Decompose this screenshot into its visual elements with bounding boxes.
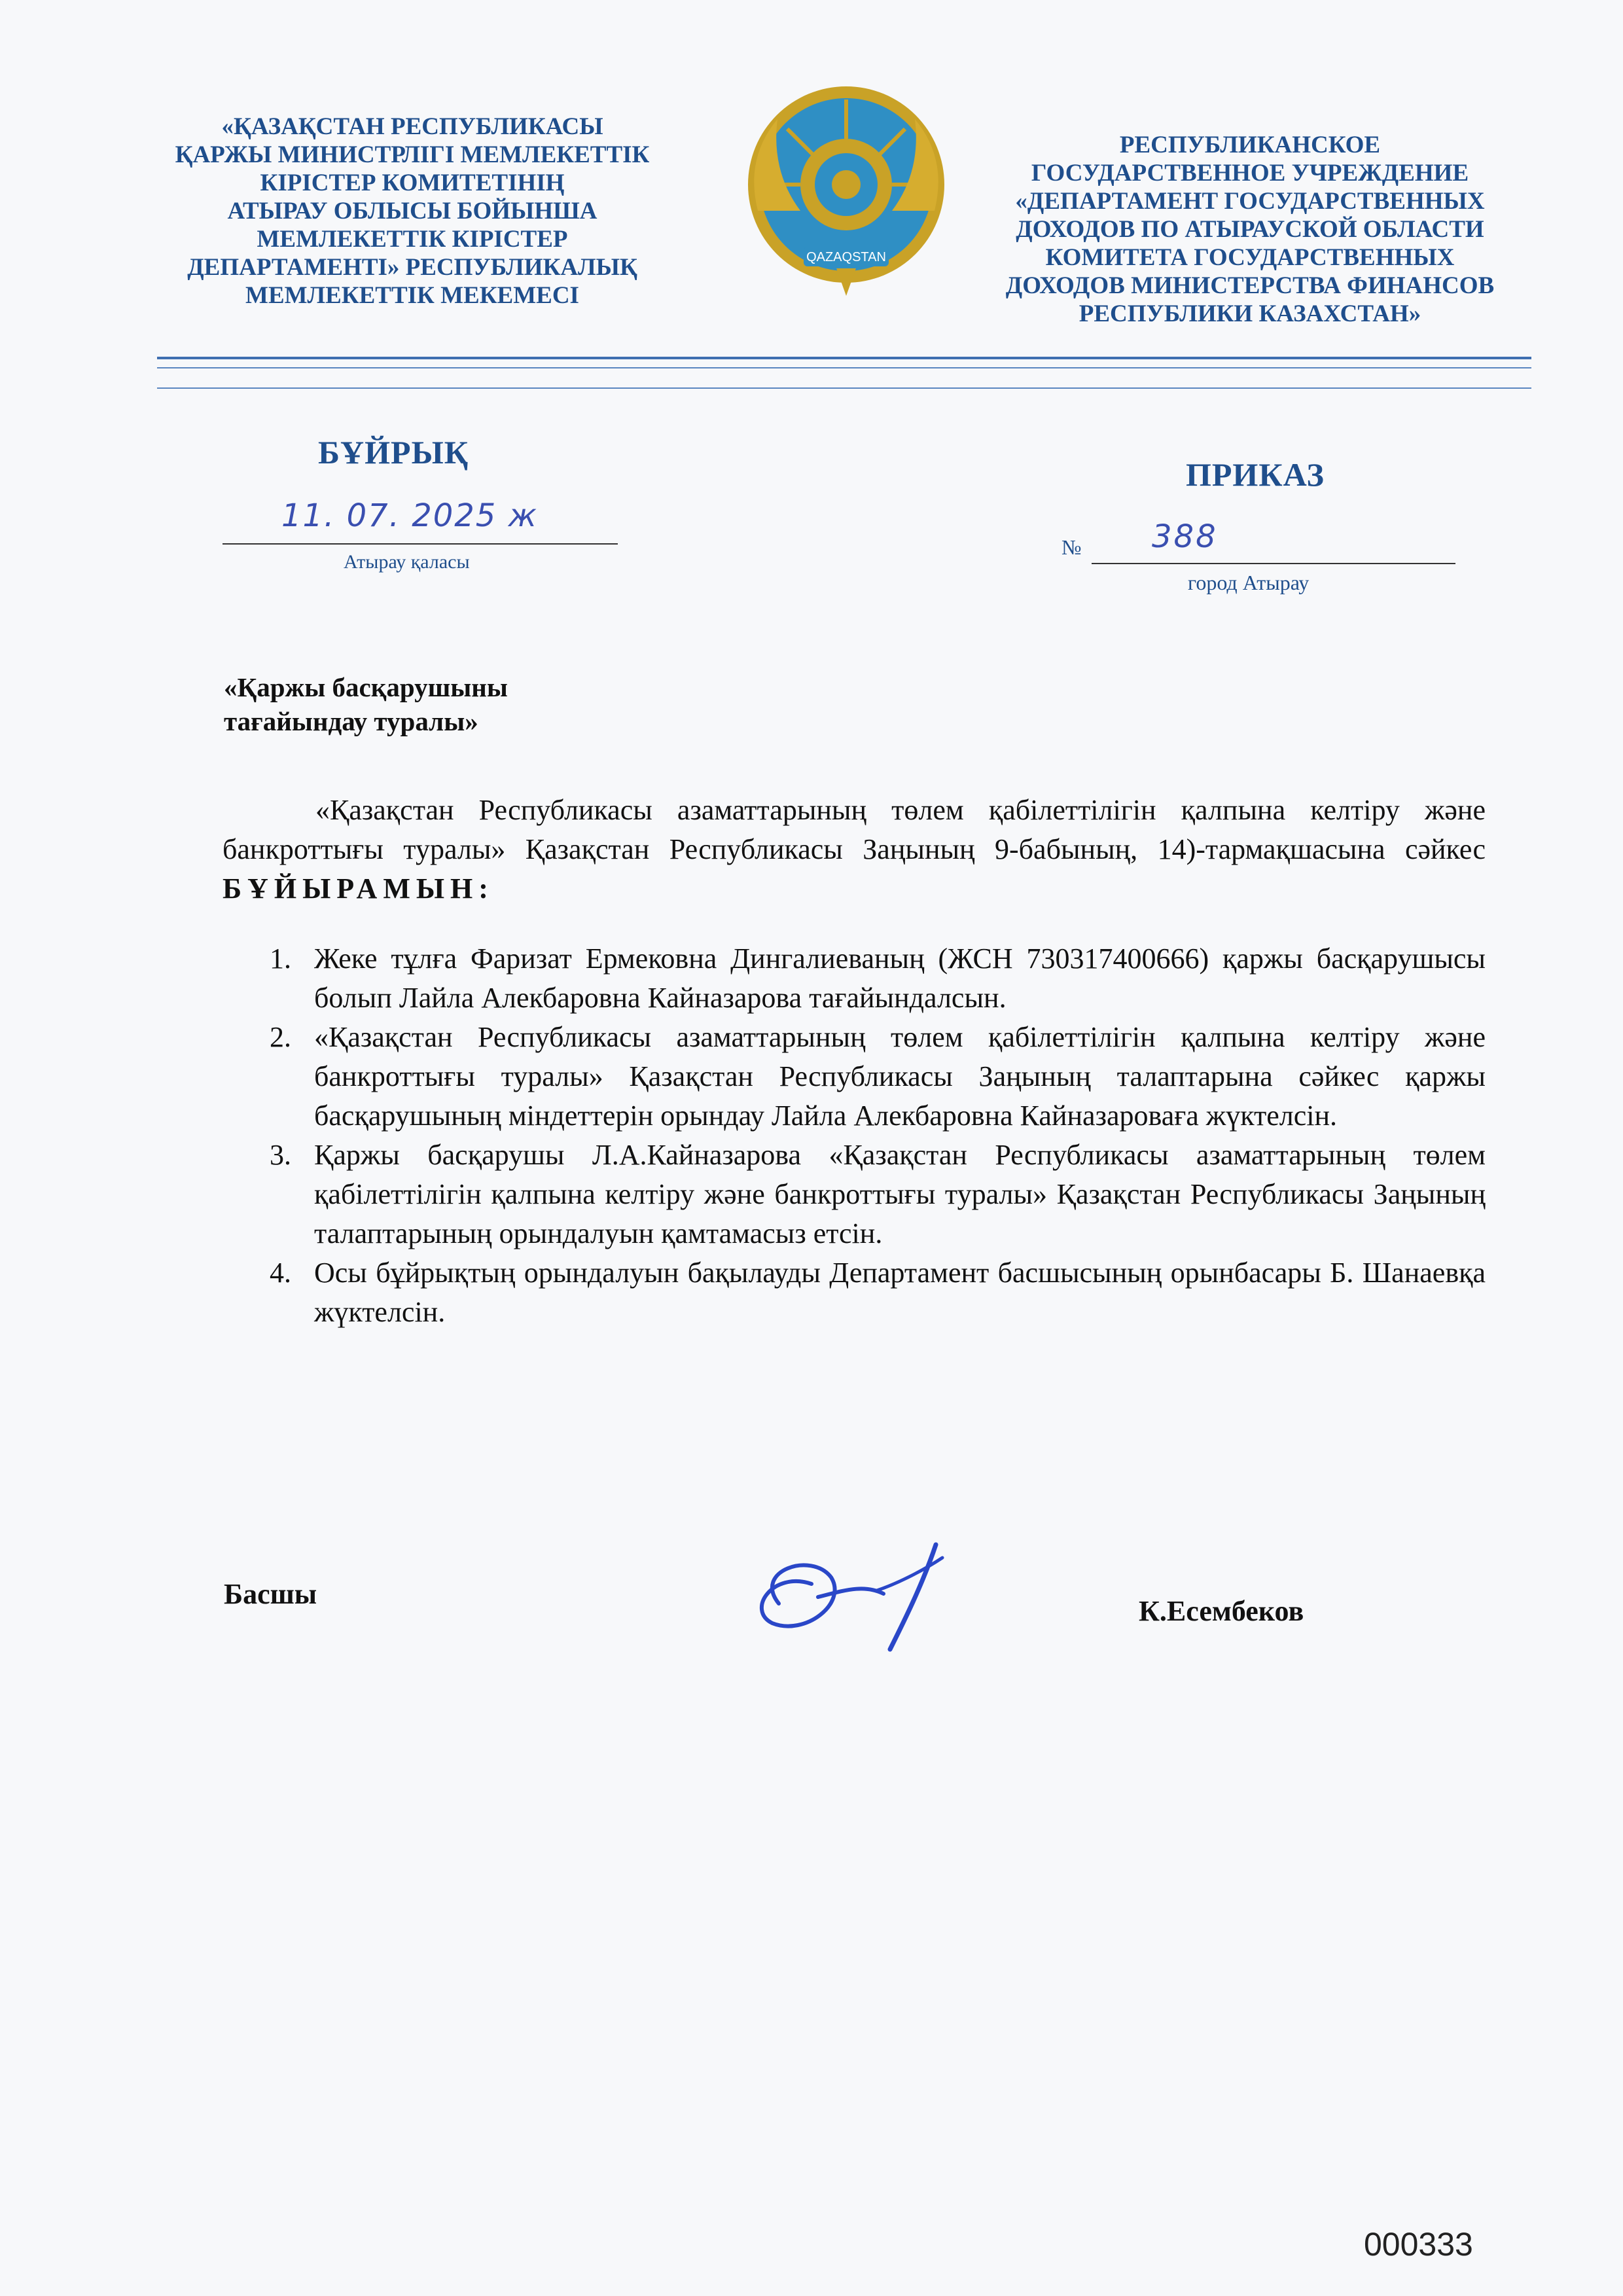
signatory-role: Басшы xyxy=(224,1578,317,1610)
header-kz-line: АТЫРАУ ОБЛЫСЫ БОЙЫНША xyxy=(227,198,597,224)
list-item xyxy=(223,1253,1486,1332)
state-emblem-icon xyxy=(738,80,954,299)
document-title-ru: ПРИКАЗ xyxy=(1186,456,1325,493)
header-ru-line: КОМИТЕТА ГОСУДАРСТВЕННЫХ xyxy=(1045,244,1455,271)
number-sign: № xyxy=(1061,535,1082,559)
handwritten-number: 388 xyxy=(1152,518,1218,555)
header-divider xyxy=(157,387,1531,389)
item-number: 1. xyxy=(270,942,291,975)
header-ru-line: РЕСПУБЛИКАНСКОЕ xyxy=(1119,132,1381,158)
page-number: 000333 xyxy=(1364,2226,1473,2263)
item-number: 3. xyxy=(270,1139,291,1171)
number-underline xyxy=(1092,563,1455,564)
city-kz: Атырау қаласы xyxy=(344,551,470,573)
list-item xyxy=(223,1018,1486,1136)
item-text: Қаржы басқарушы Л.А.Кайназарова «Қазақстан Республикасы азаматтарының төлем қабілеттілігін қалпына келтіру және банкроттығы туралы» Қазақстан Республикасы Заңының талаптарының орындалуын қамтамасыз етсін. xyxy=(314,1139,1486,1249)
header-ru-line: ДОХОДОВ МИНИСТЕРСТВА ФИНАНСОВ xyxy=(1005,272,1495,299)
header-kz-line: ДЕПАРТАМЕНТІ» РЕСПУБЛИКАЛЫҚ xyxy=(187,254,637,281)
city-ru: город Атырау xyxy=(1188,571,1310,594)
item-number: 2. xyxy=(270,1021,291,1053)
header-divider xyxy=(157,367,1531,368)
header-ru-line: РЕСПУБЛИКИ КАЗАХСТАН» xyxy=(1079,300,1421,327)
preamble-emphasis: БҰЙЫРАМЫН: xyxy=(223,872,494,905)
preamble-text: «Қазақстан Республикасы азаматтарының төлем қабілеттілігін қалпына келтіру және банкроттығы туралы» Қазақстан Республикасы Заңының 9-бабының, 14)-тармақшасына сәйкес xyxy=(223,794,1486,865)
header-ru-line: «ДЕПАРТАМЕНТ ГОСУДАРСТВЕННЫХ xyxy=(1015,188,1485,215)
list-item xyxy=(223,939,1486,1018)
signatory-name: К.Есембеков xyxy=(1139,1595,1304,1627)
handwritten-signature-icon xyxy=(733,1532,969,1662)
header-ru-line: ГОСУДАРСТВЕННОЕ УЧРЕЖДЕНИЕ xyxy=(1031,160,1469,187)
item-text: Осы бұйрықтың орындалуын бақылауды Департамент басшысының орынбасары Б. Шанаевқа жүктелсін. xyxy=(314,1257,1486,1328)
header-org-kz xyxy=(157,113,668,310)
list-item xyxy=(223,1136,1486,1253)
item-text: Жеке тұлға Фаризат Ермековна Дингалиеваның (ЖСН 730317400666) қаржы басқарушысы болып Лайла Алекбаровна Кайназарова тағайындалсын. xyxy=(314,942,1486,1014)
header-kz-line: КІРІСТЕР КОМИТЕТІНІҢ xyxy=(260,170,565,196)
header-ru-line: ДОХОДОВ ПО АТЫРАУСКОЙ ОБЛАСТИ xyxy=(1016,216,1484,243)
order-preamble xyxy=(223,791,1486,908)
emblem-label: QAZAQSTAN xyxy=(806,250,886,264)
document-title-kz: БҰЙРЫҚ xyxy=(318,434,469,471)
date-underline xyxy=(223,543,618,545)
item-number: 4. xyxy=(270,1257,291,1289)
header-kz-line: МЕМЛЕКЕТТІК МЕКЕМЕСІ xyxy=(245,282,579,309)
header-kz-line: ҚАРЖЫ МИНИСТРЛІГІ МЕМЛЕКЕТТІК xyxy=(175,141,650,168)
header-divider xyxy=(157,357,1531,359)
header-kz-line: «ҚАЗАҚСТАН РЕСПУБЛИКАСЫ xyxy=(221,113,603,140)
order-items xyxy=(223,939,1486,1332)
order-subject: «Қаржы басқарушыны тағайындау туралы» xyxy=(224,672,508,736)
handwritten-date: 11. 07. 2025 ж xyxy=(281,497,538,534)
header-org-ru xyxy=(995,131,1505,328)
header-kz-line: МЕМЛЕКЕТТІК КІРІСТЕР xyxy=(257,226,568,253)
item-text: «Қазақстан Республикасы азаматтарының төлем қабілеттілігін қалпына келтіру және банкроттығы туралы» Қазақстан Республикасы Заңының талаптарына сәйкес қаржы басқарушының міндеттерін орындау Лайла Алекбаровна Кайназароваға жүктелсін. xyxy=(314,1021,1486,1132)
